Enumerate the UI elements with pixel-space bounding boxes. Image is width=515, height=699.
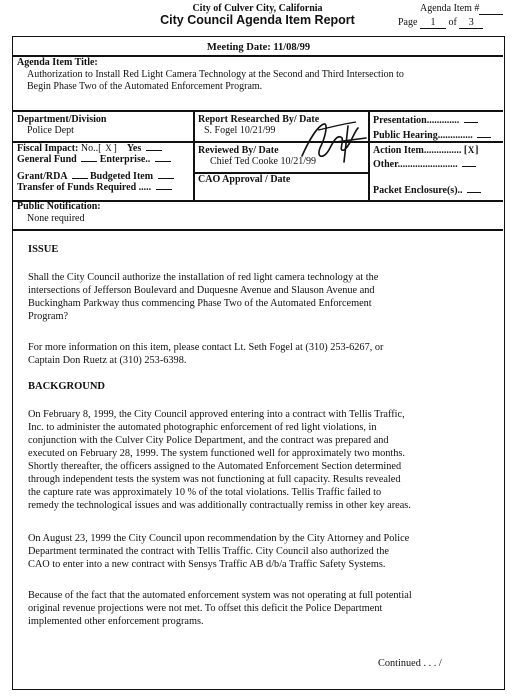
text-line: Program?	[28, 311, 69, 322]
fiscal-no-checkbox[interactable]: X	[105, 143, 112, 153]
public-notification-value: None required	[27, 213, 85, 224]
issue-paragraph-1	[28, 271, 484, 323]
public-hearing-checkbox[interactable]	[477, 129, 491, 138]
text-line: Buckingham Parkway thus commencing Phase Two of the Automated Enforcement	[28, 298, 372, 309]
presentation-row	[373, 114, 478, 126]
action-item-checkbox[interactable]: X	[467, 145, 475, 155]
other-row	[373, 158, 476, 170]
cao-label: CAO Approval / Date	[198, 174, 291, 185]
text-line: conjunction with the Culver City Police Department, and the contract was prepared and	[28, 435, 389, 446]
background-paragraph-3	[28, 589, 484, 628]
enterprise-checkbox[interactable]	[155, 153, 171, 162]
text-line: original revenue projections were not met. To offset this deficit the Police Department	[28, 603, 383, 614]
fiscal-yes-checkbox[interactable]	[146, 142, 162, 151]
presentation-label: Presentation.............	[373, 115, 460, 126]
text-line: executed on February 28, 1999. The system functioned well for approximately two months.	[28, 448, 405, 459]
background-paragraph-2	[28, 532, 484, 571]
transfer-label: Transfer of Funds Required .....	[17, 182, 152, 193]
agenda-item-blank	[479, 3, 503, 15]
public-hearing-row	[373, 129, 491, 141]
of-label: of	[448, 17, 457, 28]
budgeted-checkbox[interactable]	[158, 170, 174, 179]
action-item-row: Action Item............... [X]	[373, 145, 479, 156]
text-line: CAO to enter into a new contract with Sensys Traffic AB d/b/a Traffic Safety Systems.	[28, 559, 386, 570]
background-heading: BACKGROUND	[28, 381, 106, 392]
public-notification-label: Public Notification:	[17, 201, 101, 212]
grant-label: Grant/RDA	[17, 171, 67, 182]
text-line: Shortly thereafter, the officers assigned to the Automated Enforcement Section determined	[28, 461, 402, 472]
text-line: the capture rate was approximately 10 % of the total violations. Tellis Traffic failed to	[28, 487, 382, 498]
packet-label: Packet Enclosure(s)..	[373, 185, 463, 196]
transfer-row	[17, 181, 172, 193]
packet-row	[373, 184, 481, 196]
agenda-title-label: Agenda Item Title:	[17, 57, 98, 68]
text-line: through independent tests the system was not functioning at full capacity. Results revealed	[28, 474, 401, 485]
other-label: Other........................	[373, 159, 458, 170]
page-number: 1	[420, 17, 446, 29]
general-fund-row	[17, 153, 171, 165]
page-label: Page	[398, 17, 418, 28]
fiscal-impact-row: Fiscal Impact: No..[ X ] Yes	[17, 142, 162, 154]
city-name: City of Culver City, California	[192, 3, 323, 14]
presentation-checkbox[interactable]	[464, 114, 478, 123]
text-line: Department terminated the contract with Tellis Traffic. City Council also authorized the	[28, 546, 389, 557]
reviewed-value: Chief Ted Cooke 10/21/99	[210, 156, 317, 167]
fiscal-no-label: No..	[80, 143, 99, 154]
report-title: City Council Agenda Item Report	[160, 13, 355, 27]
researched-label: Report Researched By/ Date	[198, 114, 320, 125]
text-line: intersections of Jefferson Boulevard and Duquesne Avenue and Slauson Avenue and	[28, 285, 375, 296]
grant-checkbox[interactable]	[72, 170, 88, 179]
text-line: On February 8, 1999, the City Council approved entering into a contract with Tellis Traffic,	[28, 409, 405, 420]
text-line: Inc. to administer the automated photographic enforcement of red light violations, in	[28, 422, 377, 433]
text-line: On August 23, 1999 the City Council upon recommendation by the City Attorney and Police	[28, 533, 410, 544]
reviewed-label: Reviewed By/ Date	[198, 145, 279, 156]
public-hearing-label: Public Hearing..............	[373, 130, 473, 141]
signature-icon	[298, 118, 370, 168]
packet-checkbox[interactable]	[467, 184, 481, 193]
issue-heading: ISSUE	[28, 244, 59, 255]
continued-note: Continued . . . /	[378, 658, 442, 669]
researched-value: S. Fogel 10/21/99	[204, 125, 276, 136]
agenda-item-label: Agenda Item #	[420, 3, 480, 14]
page-indicator	[398, 17, 483, 29]
general-fund-checkbox[interactable]	[81, 153, 97, 162]
text-line: For more information on this item, please contact Lt. Seth Fogel at (310) 253-6267, or	[28, 342, 384, 353]
meeting-date: Meeting Date: 11/08/99	[206, 42, 311, 53]
text-line: Captain Don Ruetz at (310) 253-6398.	[28, 355, 187, 366]
action-item-label: Action Item...............	[373, 145, 462, 156]
budgeted-label: Budgeted Item	[90, 171, 154, 182]
fiscal-yes-label: Yes	[126, 143, 142, 154]
other-checkbox[interactable]	[462, 158, 476, 167]
text-line: Shall the City Council authorize the installation of red light camera technology at the	[28, 272, 379, 283]
agenda-title-line2: Begin Phase Two of the Automated Enforcement Program.	[27, 81, 263, 92]
issue-paragraph-2	[28, 341, 484, 367]
page-total: 3	[459, 17, 483, 29]
background-paragraph-1	[28, 408, 484, 512]
fiscal-impact-label: Fiscal Impact:	[17, 143, 79, 154]
transfer-checkbox[interactable]	[156, 181, 172, 190]
general-fund-label: General Fund	[17, 154, 77, 165]
agenda-item-number	[420, 3, 503, 15]
text-line: Because of the fact that the automated enforcement system was not operating at full potential	[28, 590, 412, 601]
department-label: Department/Division	[17, 114, 107, 125]
text-line: implemented other enforcement programs.	[28, 616, 204, 627]
agenda-title-line1: Authorization to Install Red Light Camera Technology at the Second and Third Intersection to	[27, 69, 404, 80]
department-value: Police Dept	[27, 125, 74, 136]
enterprise-label: Enterprise..	[99, 154, 151, 165]
text-line: remedy the technological issues and was additionally contractually remiss in other key areas.	[28, 500, 411, 511]
